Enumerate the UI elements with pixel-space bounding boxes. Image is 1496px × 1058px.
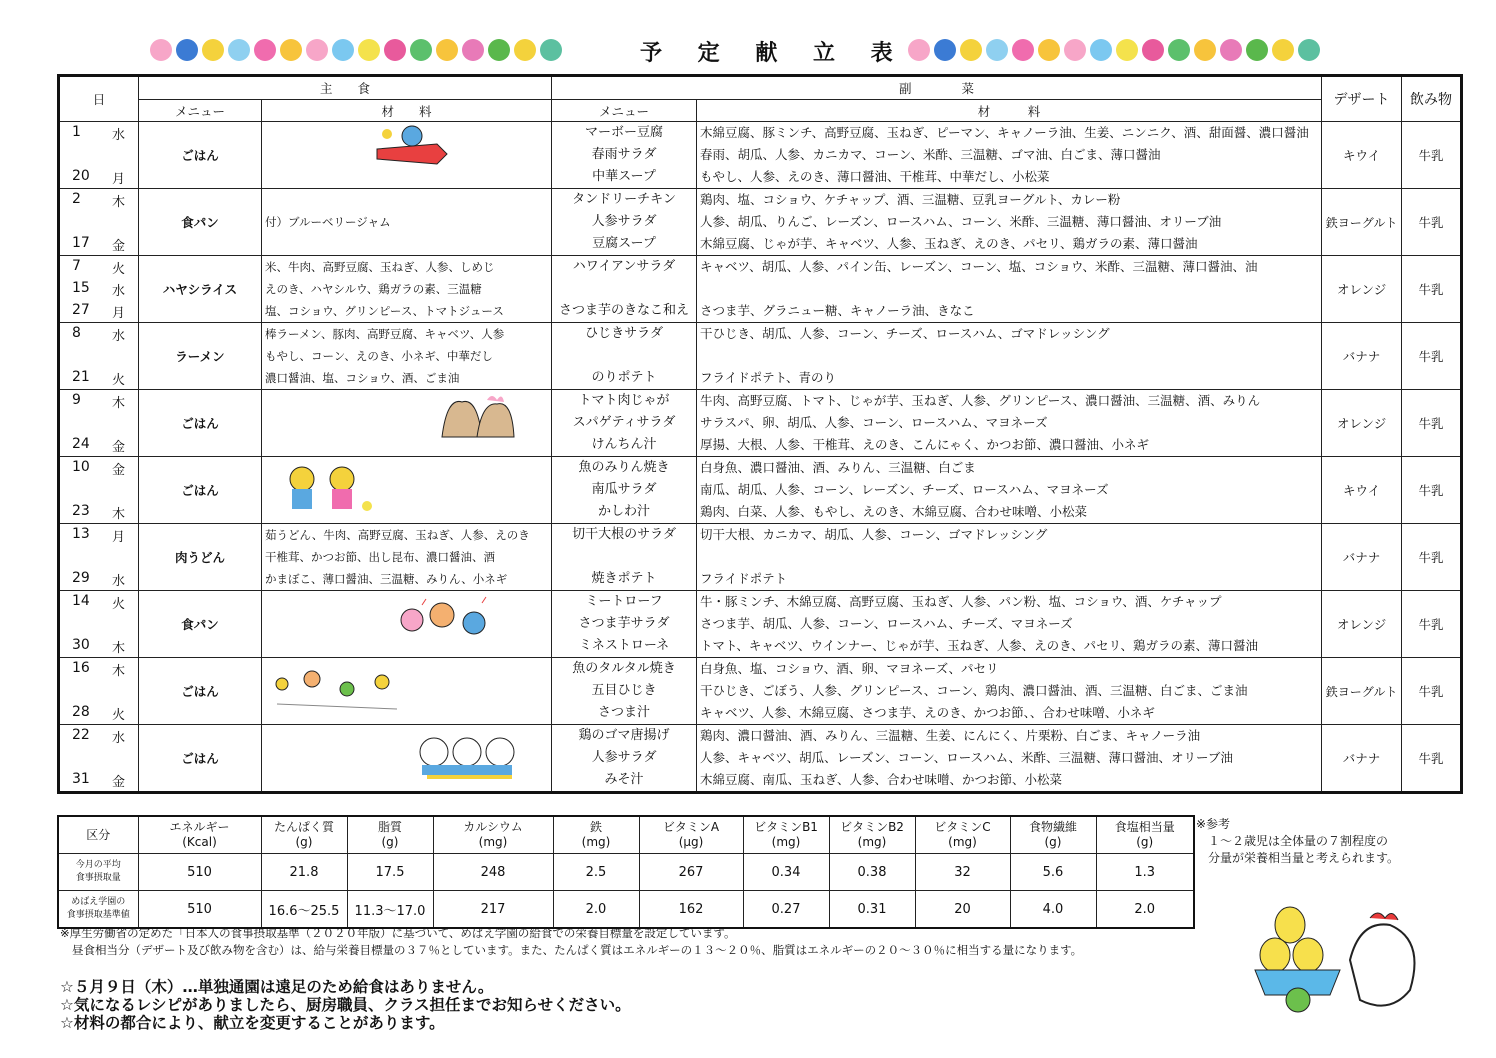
- reference-note: ※参考 １～２歳児は全体量の７割程度の 分量が栄養相当量と考えられます。: [1196, 817, 1400, 865]
- ingredient-line: 干ひじき、ごぼう、人参、グリンピース、コーン、鶏肉、濃口醤油、酒、三温糖、白ごま、ごま油: [700, 683, 1248, 698]
- drink: 牛乳: [1402, 122, 1462, 189]
- day-number: 14: [72, 593, 90, 609]
- ingredient-line: 干ひじき、胡瓜、人参、コーン、チーズ、ロースハム、ゴマドレッシング: [700, 326, 1110, 341]
- day-number: 21: [72, 369, 90, 385]
- side-menu-item: [552, 278, 696, 300]
- illustration: [432, 392, 522, 445]
- staple-materials: [262, 524, 552, 591]
- side-menu-item: トマト肉じゃが: [578, 393, 670, 408]
- nutrition-header: エネルギー (Kcal): [138, 816, 261, 854]
- chick-cart-illustration: [1250, 900, 1440, 1030]
- nutrition-value: 2.0: [1096, 891, 1194, 929]
- staple-menu: ごはん: [139, 390, 262, 457]
- side-menu-item: さつま芋のきなこ和え: [559, 303, 690, 318]
- side-ingredients: [697, 256, 1322, 323]
- nutrition-value: 4.0: [1010, 891, 1096, 929]
- ingredient-line: フライドポテト、青のり: [700, 370, 837, 385]
- dessert: オレンジ: [1322, 591, 1402, 658]
- menu-row: [59, 189, 1462, 256]
- side-menu-item: 焼きポテト: [591, 571, 657, 586]
- side-menu-item: 魚のみりん焼き: [578, 460, 670, 475]
- ingredient-line: 人参、胡瓜、りんご、レーズン、ロースハム、コーン、米酢、三温糖、薄口醤油、オリーブ油: [700, 214, 1222, 229]
- nutrition-value: 11.3～17.0: [347, 891, 433, 929]
- side-menu-item: ミネストローネ: [578, 638, 670, 653]
- side-menu-item: さつま汁: [598, 705, 651, 720]
- side-ingredients: [697, 524, 1322, 591]
- side-menu-item: かしわ汁: [598, 504, 651, 519]
- illustration: [392, 595, 502, 653]
- side-ingredients: [697, 591, 1322, 658]
- nutrition-value: 267: [639, 854, 743, 891]
- weekday: 木: [112, 195, 126, 210]
- nutrition-value: 17.5: [347, 854, 433, 891]
- side-menu-item: 鶏のゴマ唐揚げ: [578, 728, 670, 743]
- staple-materials: [262, 591, 552, 658]
- staple-materials: [262, 256, 552, 323]
- menu-row: [59, 122, 1462, 189]
- day-number: 24: [72, 436, 90, 452]
- staple-material: もやし、コーン、えのき、小ネギ、中華だし: [265, 349, 493, 363]
- day-cell: [59, 256, 139, 323]
- nutrition-value: 20: [915, 891, 1010, 929]
- ingredient-line: さつま芋、胡瓜、人参、コーン、ロースハム、チーズ、マヨネーズ: [700, 616, 1073, 631]
- day-cell: [59, 457, 139, 524]
- staple-materials: [262, 390, 552, 457]
- ingredient-line: さつま芋、グラニュー糖、キャノーラ油、きなこ: [700, 303, 975, 318]
- illustration: [272, 461, 382, 519]
- menu-row: [59, 658, 1462, 725]
- staple-materials: [262, 658, 552, 725]
- day-cell: [59, 189, 139, 256]
- nutrition-value: 0.34: [743, 854, 829, 891]
- weekday: 水: [112, 284, 126, 299]
- weekday: 水: [112, 731, 126, 746]
- nutrition-header: 区分: [58, 816, 138, 854]
- ingredient-line: 木綿豆腐、豚ミンチ、高野豆腐、玉ねぎ、ピーマン、キャノーラ油、生姜、ニンニク、酒、甜面醤、濃口醤油: [700, 125, 1309, 140]
- dessert: オレンジ: [1322, 256, 1402, 323]
- drink: 牛乳: [1402, 524, 1462, 591]
- day-number: 2: [72, 191, 81, 207]
- dessert: オレンジ: [1322, 390, 1402, 457]
- weekday: 木: [112, 664, 126, 679]
- staple-material: 濃口醤油、塩、コショウ、酒、ごま油: [265, 371, 460, 385]
- ingredient-line: 白身魚、塩、コショウ、酒、卵、マヨネーズ、パセリ: [700, 661, 999, 676]
- staple-menu: ラーメン: [139, 323, 262, 390]
- side-menus: [552, 390, 697, 457]
- weekday: 火: [112, 262, 126, 277]
- nutrition-value: 5.6: [1010, 854, 1096, 891]
- nutrition-value: 1.3: [1096, 854, 1194, 891]
- side-menu-item: みそ汁: [604, 772, 644, 787]
- day-cell: [59, 658, 139, 725]
- header-side: 副 菜: [552, 76, 1322, 100]
- footnote-2: 昼食相当分（デザート及び飲み物を含む）は、給与栄養目標量の３７％としています。また、たんぱく質はエネルギーの１３～２０％、脂質はエネルギーの２０～３０％に相当する量になります。: [72, 943, 1083, 957]
- ingredient-line: 鶏肉、濃口醤油、酒、みりん、三温糖、生姜、にんにく、片栗粉、白ごま、キャノーラ油: [700, 728, 1201, 743]
- dessert: バナナ: [1322, 524, 1402, 591]
- weekday: 水: [112, 329, 126, 344]
- menu-row: [59, 256, 1462, 323]
- side-menu-item: 魚のタルタル焼き: [572, 661, 676, 676]
- ingredient-line: 白身魚、濃口醤油、酒、みりん、三温糖、白ごま: [700, 460, 976, 475]
- header-materials-side: 材 料: [697, 100, 1322, 122]
- side-ingredients: [697, 658, 1322, 725]
- day-number: 15: [72, 280, 90, 296]
- day-cell: [59, 524, 139, 591]
- staple-material: 塩、コショウ、グリンピース、トマトジュース: [265, 304, 504, 318]
- day-cell: [59, 390, 139, 457]
- staple-materials: [262, 189, 552, 256]
- notice-3: ☆材料の都合により、献立を変更することがあります。: [60, 1014, 445, 1032]
- side-ingredients: [697, 390, 1322, 457]
- side-ingredients: [697, 122, 1322, 189]
- side-menu-item: ハワイアンサラダ: [572, 259, 676, 274]
- staple-menu: ごはん: [139, 658, 262, 725]
- header-staple: 主 食: [139, 76, 552, 100]
- staple-material: [262, 189, 551, 211]
- weekday: 火: [112, 708, 126, 723]
- ingredient-line: 切干大根、カニカマ、胡瓜、人参、コーン、ゴマドレッシング: [700, 527, 1048, 542]
- ingredient-line: フライドポテト: [700, 571, 788, 586]
- illustration: [412, 727, 542, 785]
- notice-1: ☆５月９日（木）…単独通園は遠足のため給食はありません。: [60, 978, 494, 996]
- day-number: 13: [72, 526, 90, 542]
- staple-menu: ごはん: [139, 122, 262, 189]
- header-menu-side: メニュー: [552, 100, 697, 122]
- nutrition-header: ビタミンC (mg): [915, 816, 1010, 854]
- nutrition-header: カルシウム (mg): [433, 816, 553, 854]
- side-menu-item: マーボー豆腐: [585, 125, 664, 140]
- side-menu-item: ミートローフ: [585, 594, 663, 609]
- ingredient-line: [697, 345, 1321, 367]
- side-menu-item: 切干大根のサラダ: [572, 527, 676, 542]
- ingredient-line: サラスパ、卵、胡瓜、人参、コーン、ロースハム、マヨネーズ: [700, 415, 1048, 430]
- day-number: 20: [72, 168, 90, 184]
- nutrition-header: ビタミンB1 (mg): [743, 816, 829, 854]
- ingredient-line: 厚揚、大根、人参、干椎茸、えのき、こんにゃく、かつお節、濃口醤油、小ネギ: [700, 437, 1150, 452]
- staple-material: 米、牛肉、高野豆腐、玉ねぎ、人参、しめじ: [265, 260, 495, 274]
- nutrition-value: 2.5: [553, 854, 639, 891]
- side-menu-item: さつま芋サラダ: [578, 616, 670, 631]
- staple-materials: [262, 725, 552, 793]
- ingredient-line: トマト、キャベツ、ウインナー、じゃが芋、玉ねぎ、人参、えのき、パセリ、鶏ガラの素、薄口醤油: [700, 638, 1259, 653]
- side-menu-item: 豆腐スープ: [592, 236, 656, 251]
- ingredient-line: 鶏肉、白菜、人参、もやし、えのき、木綿豆腐、合わせ味噌、小松菜: [700, 504, 1088, 519]
- header-drink: 飲み物: [1402, 76, 1462, 122]
- ingredient-line: 鶏肉、塩、コショウ、ケチャップ、酒、三温糖、豆乳ヨーグルト、カレー粉: [700, 192, 1121, 207]
- menu-row: [59, 591, 1462, 658]
- weekday: 火: [112, 373, 126, 388]
- day-cell: [59, 323, 139, 390]
- side-ingredients: [697, 725, 1322, 793]
- day-number: 22: [72, 727, 90, 743]
- side-menu-item: 南瓜サラダ: [591, 482, 657, 497]
- notice-2: ☆気になるレシピがありましたら、厨房職員、クラス担任までお知らせください。: [60, 996, 631, 1014]
- day-number: 28: [72, 704, 90, 720]
- side-menu-item: けんちん汁: [591, 437, 657, 452]
- side-menu-item: [552, 345, 696, 367]
- side-menu-item: 人参サラダ: [591, 750, 657, 765]
- drink: 牛乳: [1402, 725, 1462, 793]
- ingredient-line: キャベツ、人参、木綿豆腐、さつま芋、えのき、かつお節、、合わせ味噌、小ネギ: [700, 705, 1155, 720]
- illustration: [267, 664, 407, 722]
- nutrition-value: 32: [915, 854, 1010, 891]
- staple-material: かまぼこ、薄口醤油、三温糖、みりん、小ネギ: [265, 572, 508, 586]
- dessert: キウイ: [1322, 122, 1402, 189]
- decorative-border-left: [150, 34, 562, 66]
- day-number: 31: [72, 771, 90, 787]
- drink: 牛乳: [1402, 457, 1462, 524]
- day-number: 27: [72, 302, 90, 318]
- footnote-1: ※厚生労働省の定めた「日本人の食事摂取基準（２０２０年版）に基づいて、めばえ学園の給食での栄養目標量を設定しています。: [60, 926, 736, 940]
- decorative-border-right: [908, 34, 1320, 66]
- weekday: 木: [112, 641, 126, 656]
- side-menus: [552, 323, 697, 390]
- weekday: 水: [112, 128, 126, 143]
- side-menus: [552, 256, 697, 323]
- staple-menu: ごはん: [139, 457, 262, 524]
- nutrition-value: 217: [433, 891, 553, 929]
- staple-menu: 肉うどん: [139, 524, 262, 591]
- side-menu-item: のりポテト: [591, 370, 657, 385]
- weekday: 月: [112, 172, 126, 187]
- nutrition-header: たんぱく質 (g): [261, 816, 347, 854]
- weekday: 金: [112, 775, 126, 790]
- weekday: 金: [112, 239, 126, 254]
- ingredient-line: 春雨、胡瓜、人参、カニカマ、コーン、米酢、三温糖、ゴマ油、白ごま、薄口醤油: [700, 147, 1161, 162]
- weekday: 火: [112, 597, 126, 612]
- weekday: 月: [112, 306, 126, 321]
- ingredient-line: [697, 546, 1321, 568]
- nutrition-value: 510: [138, 891, 261, 929]
- staple-materials: [262, 122, 552, 189]
- dessert: バナナ: [1322, 725, 1402, 793]
- side-ingredients: [697, 457, 1322, 524]
- side-menus: [552, 189, 697, 256]
- side-menu-item: 春雨サラダ: [591, 147, 657, 162]
- dessert: キウイ: [1322, 457, 1402, 524]
- dessert: 鉄ヨーグルト: [1322, 658, 1402, 725]
- nutrition-value: 0.31: [829, 891, 915, 929]
- day-cell: [59, 122, 139, 189]
- staple-materials: [262, 457, 552, 524]
- staple-menu: 食パン: [139, 591, 262, 658]
- staple-material: 干椎茸、かつお節、出し昆布、濃口醤油、酒: [265, 550, 495, 564]
- side-menu-item: 人参サラダ: [591, 214, 657, 229]
- nutrition-value: 16.6～25.5: [261, 891, 347, 929]
- nutrition-value: 162: [639, 891, 743, 929]
- menu-row: [59, 524, 1462, 591]
- menu-row: [59, 390, 1462, 457]
- weekday: 木: [112, 507, 126, 522]
- day-number: 23: [72, 503, 90, 519]
- illustration: [367, 124, 457, 177]
- nutrition-header: ビタミンA (μg): [639, 816, 743, 854]
- staple-menu: ごはん: [139, 725, 262, 793]
- staple-material: えのき、ハヤシルウ、鶏ガラの素、三温糖: [265, 282, 482, 296]
- side-ingredients: [697, 189, 1322, 256]
- dessert: 鉄ヨーグルト: [1322, 189, 1402, 256]
- menu-row: [59, 725, 1462, 793]
- drink: 牛乳: [1402, 591, 1462, 658]
- day-number: 16: [72, 660, 90, 676]
- ingredient-line: [697, 278, 1321, 300]
- side-menus: [552, 725, 697, 793]
- day-number: 10: [72, 459, 90, 475]
- nutrition-header: 鉄 (mg): [553, 816, 639, 854]
- nutrition-header: 食塩相当量 (g): [1096, 816, 1194, 854]
- nutrition-value: 0.27: [743, 891, 829, 929]
- side-menu-item: スパゲティサラダ: [572, 415, 676, 430]
- side-menu-item: ひじきサラダ: [585, 326, 663, 341]
- ingredient-line: もやし、人参、えのき、薄口醤油、干椎茸、中華だし、小松菜: [700, 169, 1050, 184]
- weekday: 水: [112, 574, 126, 589]
- nutrition-row-label: めばえ学園の 食事摂取基準値: [58, 891, 138, 929]
- side-menu-item: タンドリーチキン: [572, 192, 676, 207]
- weekday: 月: [112, 530, 126, 545]
- staple-material: 付）ブルーベリージャム: [265, 215, 391, 229]
- staple-material: [262, 233, 551, 255]
- day-number: 9: [72, 392, 81, 408]
- side-menus: [552, 524, 697, 591]
- ingredient-line: 人参、キャベツ、胡瓜、レーズン、コーン、ロースハム、米酢、三温糖、薄口醤油、オリーブ油: [700, 750, 1233, 765]
- day-number: 17: [72, 235, 90, 251]
- drink: 牛乳: [1402, 256, 1462, 323]
- nutrition-value: 2.0: [553, 891, 639, 929]
- day-number: 30: [72, 637, 90, 653]
- side-menu-item: 中華スープ: [592, 169, 656, 184]
- side-menus: [552, 591, 697, 658]
- header-day: 日: [59, 76, 139, 122]
- menu-row: [59, 323, 1462, 390]
- side-menus: [552, 457, 697, 524]
- day-number: 29: [72, 570, 90, 586]
- weekday: 木: [112, 396, 126, 411]
- nutrition-value: 248: [433, 854, 553, 891]
- staple-material: 棒ラーメン、豚肉、高野豆腐、キャベツ、人参: [265, 327, 505, 341]
- day-number: 7: [72, 258, 81, 274]
- header-materials-staple: 材 料: [262, 100, 552, 122]
- nutrition-value: 0.38: [829, 854, 915, 891]
- nutrition-header: 脂質 (g): [347, 816, 433, 854]
- staple-menu: 食パン: [139, 189, 262, 256]
- header-menu-staple: メニュー: [139, 100, 262, 122]
- side-menus: [552, 658, 697, 725]
- drink: 牛乳: [1402, 390, 1462, 457]
- side-ingredients: [697, 323, 1322, 390]
- ingredient-line: 南瓜、胡瓜、人参、コーン、レーズン、チーズ、ロースハム、マヨネーズ: [700, 482, 1109, 497]
- weekday: 金: [112, 463, 126, 478]
- day-number: 1: [72, 124, 81, 140]
- ingredient-line: 牛・豚ミンチ、木綿豆腐、高野豆腐、玉ねぎ、人参、パン粉、塩、コショウ、酒、ケチャップ: [700, 594, 1222, 609]
- drink: 牛乳: [1402, 658, 1462, 725]
- ingredient-line: 牛肉、高野豆腐、トマト、じゃが芋、玉ねぎ、人参、グリンピース、濃口醤油、三温糖、酒、みりん: [700, 393, 1261, 408]
- nutrition-header: 食物繊維 (g): [1010, 816, 1096, 854]
- nutrition-table: [57, 815, 1195, 929]
- day-number: 8: [72, 325, 81, 341]
- nutrition-row-label: 今月の平均 食事摂取量: [58, 854, 138, 891]
- menu-row: [59, 457, 1462, 524]
- nutrition-value: 21.8: [261, 854, 347, 891]
- staple-materials: [262, 323, 552, 390]
- ingredient-line: 木綿豆腐、じゃが芋、キャベツ、人参、玉ねぎ、えのき、パセリ、鶏ガラの素、薄口醤油: [700, 236, 1198, 251]
- menu-table: [57, 74, 1463, 794]
- nutrition-header: ビタミンB2 (mg): [829, 816, 915, 854]
- drink: 牛乳: [1402, 323, 1462, 390]
- side-menu-item: 五目ひじき: [591, 683, 657, 698]
- page-title: 予 定 献 立 表: [640, 41, 907, 66]
- ingredient-line: キャベツ、胡瓜、人参、パイン缶、レーズン、コーン、塩、コショウ、米酢、三温糖、薄口醤油、油: [700, 259, 1258, 274]
- staple-menu: ハヤシライス: [139, 256, 262, 323]
- day-cell: [59, 591, 139, 658]
- staple-material: 茹うどん、牛肉、高野豆腐、玉ねぎ、人参、えのき: [265, 528, 530, 542]
- side-menu-item: [552, 546, 696, 568]
- side-menus: [552, 122, 697, 189]
- ingredient-line: 木綿豆腐、南瓜、玉ねぎ、人参、合わせ味噌、かつお節、小松菜: [700, 772, 1063, 787]
- nutrition-value: 510: [138, 854, 261, 891]
- drink: 牛乳: [1402, 189, 1462, 256]
- header-dessert: デザート: [1322, 76, 1402, 122]
- dessert: バナナ: [1322, 323, 1402, 390]
- weekday: 金: [112, 440, 126, 455]
- day-cell: [59, 725, 139, 793]
